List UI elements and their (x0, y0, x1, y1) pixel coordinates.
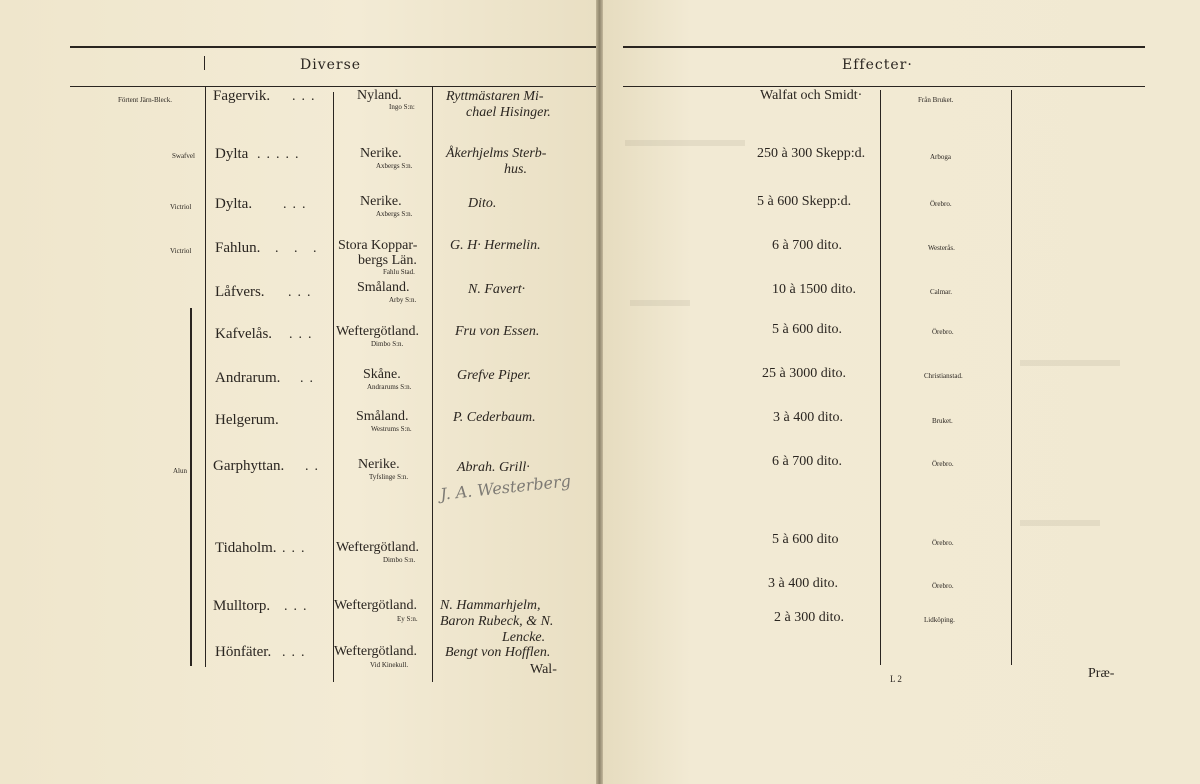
works-name: Andrarum. (215, 370, 281, 386)
owner (453, 410, 573, 426)
owner (445, 645, 585, 661)
category-label: Victriol (170, 247, 192, 255)
amount: 10 à 1500 dito. (772, 282, 856, 297)
leader-dots: ..... (257, 147, 305, 162)
province: Weftergötland. (336, 540, 419, 555)
owner-line: Baron Rubeck, & N. (440, 614, 554, 629)
works-name: Fagervik. (213, 88, 271, 104)
province: Skåne. (363, 367, 401, 382)
destination: Calmar. (930, 288, 952, 296)
province: Nyland. (357, 88, 402, 103)
left-header-title: Diverse (300, 57, 362, 73)
owner-line: P. Cederbaum. (453, 410, 536, 425)
left-col-line-1 (205, 87, 206, 667)
parish: Tyfslinge S:n. (369, 473, 409, 481)
owner (468, 282, 568, 298)
bleed-through (1020, 520, 1100, 526)
amount: Walfat och Smidt· (760, 88, 863, 103)
owner-line: Grefve Piper. (457, 368, 532, 383)
leader-dots: . . . (275, 241, 323, 256)
catchword-left: Wal- (530, 662, 557, 677)
alun-brace-line (190, 308, 192, 666)
book-gutter (596, 0, 603, 784)
works-name: Dylta (215, 146, 249, 162)
owner-line: Bengt von Hofflen. (445, 645, 551, 660)
owner-line: Fru von Essen. (455, 324, 540, 339)
destination: Örebro. (930, 200, 952, 208)
owner-line: G. H· Hermelin. (450, 238, 541, 253)
owner-line: N. Hammarhjelm, (440, 598, 541, 613)
works-name: Tidaholm. (215, 540, 277, 556)
amount: 5 à 600 dito. (772, 322, 842, 337)
right-col-line-2 (1011, 90, 1012, 665)
owner-line: N. Favert· (468, 282, 526, 297)
leader-dots: .. (300, 371, 319, 386)
destination: Örebro. (932, 582, 954, 590)
parish: Ingo S:n: (389, 103, 415, 111)
owner-line: chael Hisinger. (466, 105, 551, 120)
destination: Lidköping. (924, 616, 955, 624)
left-col-line-3 (432, 87, 433, 682)
destination: Westerås. (928, 244, 955, 252)
leader-dots: ... (283, 197, 312, 212)
parish: Axbergs S:n. (376, 162, 413, 170)
destination: Från Bruket. (918, 96, 954, 104)
right-top-rule (623, 46, 1145, 48)
works-name: Hönfäter. (215, 644, 272, 660)
parish: Dimbo S:n. (383, 556, 416, 564)
leader-dots: ... (282, 645, 311, 660)
left-header-divider (204, 56, 205, 70)
destination: Örebro. (932, 328, 954, 336)
right-col-line-1 (880, 90, 881, 665)
province: Stora Koppar- (338, 238, 418, 253)
parish: Arby S:n. (389, 296, 417, 304)
destination: Örebro. (932, 460, 954, 468)
owner-line: Dito. (468, 196, 497, 211)
amount: 6 à 700 dito. (772, 454, 842, 469)
owner-line: Ryttmästaren Mi- (446, 89, 544, 104)
destination: Örebro. (932, 539, 954, 547)
signature-mark: L 2 (890, 674, 902, 684)
right-header-title: Effecter· (842, 57, 913, 73)
province: Nerike. (360, 194, 402, 209)
left-col-line-2 (333, 92, 334, 682)
works-name: Dylta. (215, 196, 253, 212)
category-label: Victriol (170, 203, 192, 211)
owner-line: Lencke. (502, 630, 546, 645)
parish: Andrarums S:n. (367, 383, 412, 391)
province: Småland. (356, 409, 409, 424)
owner-line: hus. (504, 162, 527, 177)
owner-line: Åkerhjelms Sterb- (446, 146, 547, 161)
category-label: Swafvel (172, 152, 195, 160)
destination: Arboga (930, 153, 951, 161)
works-name: Helgerum. (215, 412, 279, 428)
province: Weftergötland. (334, 644, 417, 659)
parish: Vid Kinekull. (370, 661, 409, 669)
amount: 3 à 400 dito. (773, 410, 843, 425)
owner (450, 238, 570, 254)
amount: 250 à 300 Skepp:d. (757, 146, 866, 161)
leader-dots: ... (292, 89, 321, 104)
province: Weftergötland. (336, 324, 419, 339)
works-name: Låfvers. (215, 284, 265, 300)
catchword-right: Præ- (1088, 666, 1115, 681)
left-header-rule (70, 86, 596, 87)
province: Weftergötland. (334, 598, 417, 613)
province: Nerike. (360, 146, 402, 161)
parish: Fahlu Stad. (383, 268, 415, 276)
amount: 6 à 700 dito. (772, 238, 842, 253)
amount: 2 à 300 dito. (774, 610, 844, 625)
bleed-through (625, 140, 745, 146)
owner (440, 598, 580, 646)
bleed-through (630, 300, 690, 306)
owner (446, 89, 571, 121)
works-name: Garphyttan. (213, 458, 285, 474)
amount: 25 à 3000 dito. (762, 366, 846, 381)
destination: Christianstad. (924, 372, 963, 380)
province-line-2: bergs Län. (358, 253, 417, 268)
left-top-rule (70, 46, 596, 48)
handwritten-annotation: J. A. Westerberg (439, 471, 572, 504)
owner (468, 196, 568, 212)
leader-dots: ... (288, 285, 317, 300)
parish: Ey S:n. (397, 615, 418, 623)
amount: 3 à 400 dito. (768, 576, 838, 591)
destination: Bruket. (932, 417, 953, 425)
leader-dots: ... (282, 541, 311, 556)
amount: 5 à 600 Skepp:d. (757, 194, 852, 209)
parish: Axbergs S:n. (376, 210, 413, 218)
bleed-through (1020, 360, 1120, 366)
parish: Dimbo S:n. (371, 340, 404, 348)
leader-dots: .. (305, 459, 324, 474)
category-label: Alun (173, 467, 187, 475)
owner (446, 146, 571, 178)
works-name: Kafvelås. (215, 326, 273, 342)
leader-dots: ... (289, 327, 318, 342)
works-name: Mulltorp. (213, 598, 271, 614)
category-label: Förtent Järn-Bleck. (118, 96, 173, 104)
owner-line: Abrah. Grill· (457, 460, 530, 475)
province: Nerike. (358, 457, 400, 472)
province: Småland. (357, 280, 410, 295)
leader-dots: ... (284, 599, 313, 614)
owner (457, 368, 577, 384)
parish: Westrums S:n. (371, 425, 412, 433)
amount: 5 à 600 dito (772, 532, 839, 547)
owner (455, 324, 575, 340)
right-header-rule (623, 86, 1145, 87)
works-name: Fahlun. (215, 240, 261, 256)
